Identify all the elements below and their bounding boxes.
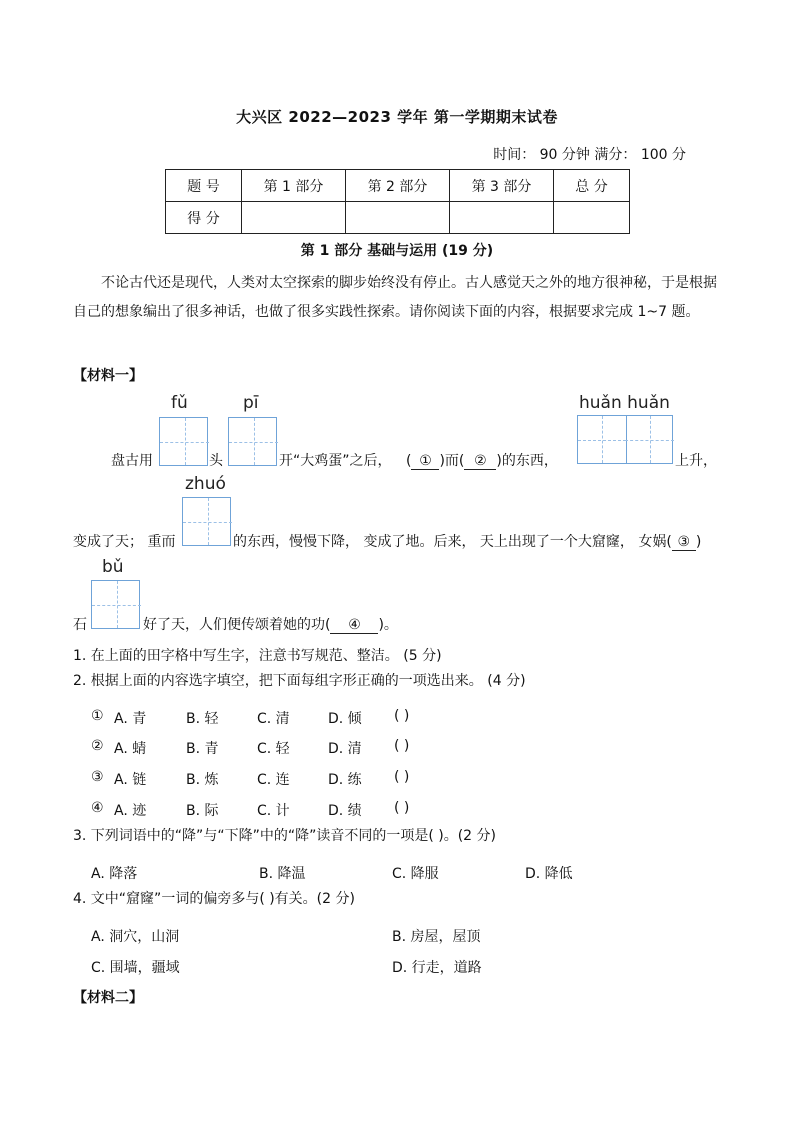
question-1: 1. 在上面的田字格中写生字，注意书写规范、整洁。 (5 分) (73, 648, 442, 664)
option-a[interactable]: A. 蜻 (114, 741, 147, 757)
answer-field[interactable]: ( ) (394, 800, 410, 816)
table-cell: 第 2 部分 (346, 170, 450, 202)
answer-field[interactable]: ( ) (394, 738, 410, 754)
material1-label: 【材料一】 (73, 368, 143, 384)
option-b[interactable]: B. 降温 (259, 866, 306, 882)
material1-text (406, 450, 558, 470)
pinyin-fu: fǔ (171, 393, 188, 413)
option-d[interactable]: D. 练 (328, 772, 362, 788)
q2-group-number: ① (91, 708, 104, 724)
material1-text (143, 614, 398, 634)
material1-text: 好了天，人们便传颂着她的功( (143, 617, 331, 633)
table-cell: 总 分 (554, 170, 630, 202)
part1-heading: 第 1 部分 基础与运用 (19 分) (300, 243, 494, 259)
option-d[interactable]: D. 清 (328, 741, 362, 757)
q2-group-number: ④ (91, 800, 104, 816)
table-cell: 题 号 (166, 170, 242, 202)
option-a[interactable]: A. 迹 (114, 803, 147, 819)
pinyin-bu: bǔ (102, 557, 124, 577)
material1-text: 头 (209, 453, 223, 469)
option-d[interactable]: D. 行走，道路 (392, 960, 482, 976)
table-cell: 第 3 部分 (450, 170, 554, 202)
score-field[interactable] (242, 202, 346, 234)
score-table (165, 169, 630, 234)
question-2: 2. 根据上面的内容选字填空，把下面每组字形正确的一项选出来。 (4 分) (73, 673, 526, 689)
material1-text: 变成了天； 重而 (73, 534, 176, 550)
option-c[interactable]: C. 围墙，疆域 (91, 960, 180, 976)
option-d[interactable]: D. 降低 (525, 866, 573, 882)
answer-field[interactable]: ( ) (394, 708, 410, 724)
pinyin-zhuo: zhuó (185, 474, 226, 494)
material1-text: 上升， (675, 453, 717, 469)
writing-grid-huanhuan[interactable] (577, 415, 673, 464)
writing-grid-pi[interactable] (228, 417, 277, 466)
material1-text: 石 (73, 617, 87, 633)
blank-4[interactable]: ④ (330, 617, 378, 634)
time-info: 时间： 90 分钟 满分： 100 分 (493, 147, 686, 163)
option-c[interactable]: C. 计 (257, 803, 290, 819)
material1-text: ) (695, 534, 702, 550)
option-b[interactable]: B. 房屋，屋顶 (392, 929, 481, 945)
score-field[interactable] (346, 202, 450, 234)
material1-text: )。 (378, 617, 398, 633)
question-4: 4. 文中“窟窿”一词的偏旁多与( )有关。(2 分) (73, 891, 355, 907)
option-a[interactable]: A. 青 (114, 711, 147, 727)
option-a[interactable]: A. 降落 (91, 866, 138, 882)
score-table-score-row (166, 202, 630, 234)
option-c[interactable]: C. 轻 (257, 741, 290, 757)
option-b[interactable]: B. 轻 (186, 711, 219, 727)
score-field[interactable] (554, 202, 630, 234)
q2-group-number: ② (91, 738, 104, 754)
material1-text: )的东西， (496, 453, 558, 469)
option-b[interactable]: B. 际 (186, 803, 219, 819)
option-d[interactable]: D. 倾 (328, 711, 362, 727)
material1-text: ( (406, 453, 412, 469)
pinyin-pi: pī (243, 393, 259, 413)
blank-1[interactable]: ① (411, 453, 439, 470)
question-3: 3. 下列词语中的“降”与“下降”中的“降”读音不同的一项是( )。(2 分) (73, 828, 496, 844)
material1-text: 盘古用 (111, 453, 153, 469)
material2-label: 【材料二】 (73, 990, 143, 1006)
table-cell: 第 1 部分 (242, 170, 346, 202)
blank-3[interactable]: ③ (672, 534, 696, 551)
score-table-header-row (166, 170, 630, 202)
pinyin-huanhuan: huǎn huǎn (579, 393, 670, 413)
option-c[interactable]: C. 降服 (392, 866, 439, 882)
answer-field[interactable]: ( ) (394, 769, 410, 785)
intro-paragraph: 不论古代还是现代，人类对太空探索的脚步始终没有停止。古人感觉天之外的地方很神秘，于是根据自己的想象编出了很多神话，也做了很多实践性探索。请你阅读下面的内容，根据要求完成 1~7 题。 (73, 275, 717, 320)
option-c[interactable]: C. 连 (257, 772, 290, 788)
writing-grid-bu[interactable] (91, 580, 140, 629)
table-cell: 得 分 (166, 202, 242, 234)
score-field[interactable] (450, 202, 554, 234)
material1-text: )而( (439, 453, 465, 469)
material1-text: 的东西，慢慢下降， 变成了地。后来， 天上出现了一个大窟窿， 女娲( (233, 534, 672, 550)
material1-text: 开“大鸡蛋”之后， (279, 453, 392, 469)
option-d[interactable]: D. 绩 (328, 803, 362, 819)
option-a[interactable]: A. 链 (114, 772, 147, 788)
q2-group-number: ③ (91, 769, 104, 785)
material1-text (233, 531, 701, 551)
option-b[interactable]: B. 炼 (186, 772, 219, 788)
writing-grid-zhuo[interactable] (182, 497, 231, 546)
writing-grid-fu[interactable] (159, 417, 208, 466)
option-c[interactable]: C. 清 (257, 711, 290, 727)
exam-title: 大兴区 2022—2023 学年 第一学期期末试卷 (236, 108, 558, 126)
blank-2[interactable]: ② (464, 453, 496, 470)
option-b[interactable]: B. 青 (186, 741, 219, 757)
option-a[interactable]: A. 洞穴，山洞 (91, 929, 180, 945)
